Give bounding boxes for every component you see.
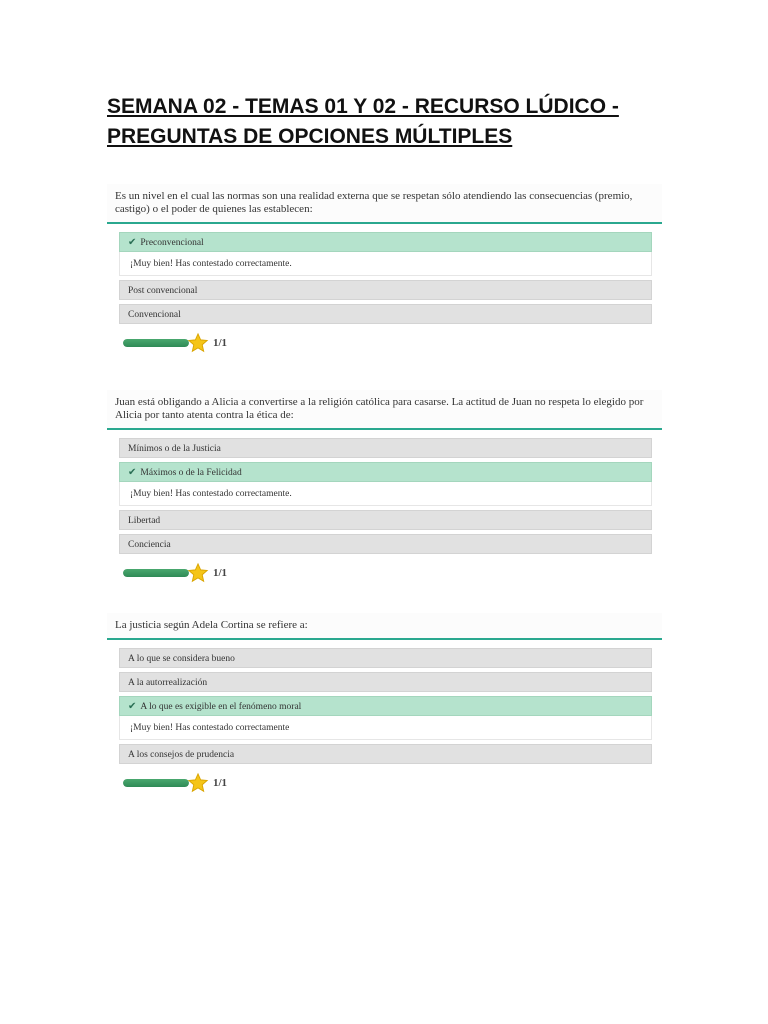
feedback-message: ¡Muy bien! Has contestado correctamente: [119, 716, 652, 740]
answer-option[interactable]: [119, 744, 652, 764]
progress-bar: [123, 339, 189, 347]
answer-option-label: A los consejos de prudencia: [128, 750, 235, 760]
answer-option-label: Conciencia: [128, 540, 171, 550]
score-value: 1/1: [213, 777, 228, 789]
answer-option[interactable]: [119, 462, 652, 482]
score-row: [107, 558, 662, 590]
question-text: Juan está obligando a Alicia a convertirse a la religión católica para casarse. La actitud de Juan no respeta lo elegido por Alicia por tanto atenta contra la ética de:: [107, 390, 662, 430]
quiz-card: [107, 390, 662, 590]
answer-option-label: Máximos o de la Felicidad: [140, 468, 242, 478]
answer-option[interactable]: [119, 696, 652, 716]
answer-option-label: Mínimos o de la Justicia: [128, 444, 221, 454]
progress-bar: [123, 569, 189, 577]
options-list: [107, 640, 662, 764]
answer-option-label: Post convencional: [128, 286, 198, 296]
answer-option-label: A la autorrealización: [128, 678, 208, 688]
answer-option-label: A lo que se considera bueno: [128, 654, 235, 664]
progress-bar-fill: [123, 339, 189, 347]
question-text: La justicia según Adela Cortina se refiere a:: [107, 613, 662, 640]
answer-option[interactable]: [119, 304, 652, 324]
options-list: [107, 224, 662, 324]
answer-option-label: Preconvencional: [140, 238, 204, 248]
answer-option[interactable]: [119, 510, 652, 530]
star-icon: [187, 332, 209, 354]
answer-option[interactable]: [119, 280, 652, 300]
answer-option-label: Convencional: [128, 310, 181, 320]
quiz-card: [107, 613, 662, 800]
quiz-card: [107, 184, 662, 360]
answer-option-label: Libertad: [128, 516, 161, 526]
score-value: 1/1: [213, 567, 228, 579]
answer-option[interactable]: [119, 672, 652, 692]
progress-bar-fill: [123, 569, 189, 577]
progress-bar: [123, 779, 189, 787]
feedback-message: ¡Muy bien! Has contestado correctamente.: [119, 252, 652, 276]
check-icon: ✔: [128, 467, 137, 478]
answer-option[interactable]: [119, 648, 652, 668]
score-value: 1/1: [213, 337, 228, 349]
star-icon: [187, 562, 209, 584]
score-row: [107, 768, 662, 800]
star-icon: [187, 772, 209, 794]
check-icon: ✔: [128, 701, 137, 712]
answer-option[interactable]: [119, 534, 652, 554]
score-row: [107, 328, 662, 360]
feedback-message: ¡Muy bien! Has contestado correctamente.: [119, 482, 652, 506]
answer-option-label: A lo que es exigible en el fenómeno moral: [140, 702, 302, 712]
answer-option[interactable]: [119, 438, 652, 458]
answer-option[interactable]: [119, 232, 652, 252]
check-icon: ✔: [128, 237, 137, 248]
question-text: Es un nivel en el cual las normas son una realidad externa que se respetan sólo atendiendo las consecuencias (premio, castigo) o el poder de quienes las establecen:: [107, 184, 662, 224]
options-list: [107, 430, 662, 554]
page-title: SEMANA 02 - TEMAS 01 Y 02 - RECURSO LÚDICO - PREGUNTAS DE OPCIONES MÚLTIPLES: [107, 95, 619, 148]
progress-bar-fill: [123, 779, 189, 787]
